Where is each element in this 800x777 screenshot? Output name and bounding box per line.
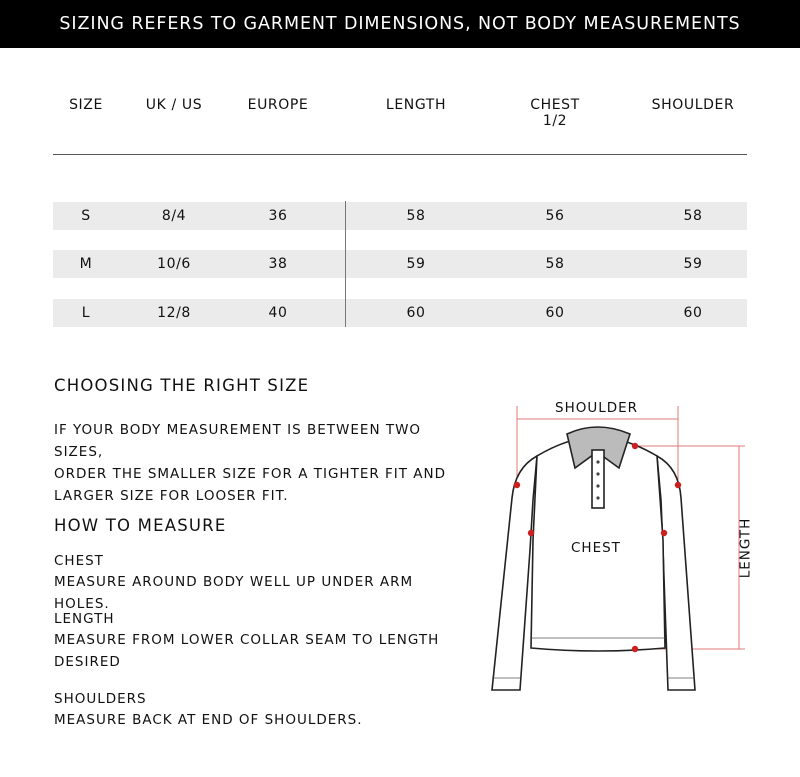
length-label: LENGTH bbox=[54, 611, 115, 627]
shoulders-label: SHOULDERS bbox=[54, 691, 147, 707]
choosing-title: CHOOSING THE RIGHT SIZE bbox=[54, 376, 310, 395]
cell-europe: 38 bbox=[268, 256, 288, 272]
table-row bbox=[53, 250, 747, 278]
chest-line: MEASURE AROUND BODY WELL UP UNDER ARM HOLES. bbox=[54, 574, 414, 612]
col-header-shoulder: SHOULDER bbox=[651, 97, 735, 113]
how-to-title: HOW TO MEASURE bbox=[54, 516, 227, 535]
cell-chest: 56 bbox=[545, 208, 565, 224]
header-divider bbox=[53, 154, 747, 155]
col-header-chest bbox=[515, 97, 595, 129]
choosing-line: LARGER SIZE FOR LOOSER FIT. bbox=[54, 488, 289, 504]
diagram-chest-label: CHEST bbox=[571, 540, 621, 556]
choosing-text bbox=[54, 419, 454, 507]
chest-label: CHEST bbox=[54, 553, 104, 569]
cell-uk-us: 8/4 bbox=[161, 208, 187, 224]
shoulders-text bbox=[54, 709, 454, 731]
cell-uk-us: 10/6 bbox=[157, 256, 191, 272]
cell-shoulder: 58 bbox=[683, 208, 703, 224]
length-text bbox=[54, 629, 454, 673]
cell-size: M bbox=[79, 256, 93, 272]
diagram-length-label: LENGTH bbox=[737, 517, 754, 579]
table-row bbox=[53, 202, 747, 230]
shoulders-line: MEASURE BACK AT END OF SHOULDERS. bbox=[54, 712, 363, 728]
choosing-line: ORDER THE SMALLER SIZE FOR A TIGHTER FIT AND bbox=[54, 466, 447, 482]
cell-length: 58 bbox=[406, 208, 426, 224]
col-header-chest-label: CHEST bbox=[530, 97, 580, 113]
diagram-shoulder-label: SHOULDER bbox=[555, 400, 639, 416]
col-header-europe: EUROPE bbox=[247, 97, 309, 113]
garment-diagram bbox=[475, 390, 775, 710]
cell-size: L bbox=[81, 305, 91, 321]
cell-uk-us: 12/8 bbox=[157, 305, 191, 321]
cell-europe: 36 bbox=[268, 208, 288, 224]
choosing-line: IF YOUR BODY MEASUREMENT IS BETWEEN TWO SIZES, bbox=[54, 422, 422, 460]
cell-chest: 60 bbox=[545, 305, 565, 321]
cell-length: 60 bbox=[406, 305, 426, 321]
cell-shoulder: 60 bbox=[683, 305, 703, 321]
length-line: DESIRED bbox=[54, 654, 121, 670]
cell-length: 59 bbox=[406, 256, 426, 272]
col-header-size: SIZE bbox=[69, 97, 103, 113]
cell-shoulder: 59 bbox=[683, 256, 703, 272]
length-line: MEASURE FROM LOWER COLLAR SEAM TO LENGTH bbox=[54, 632, 440, 648]
header-banner: SIZING REFERS TO GARMENT DIMENSIONS, NOT BODY MEASUREMENTS bbox=[0, 0, 800, 48]
garment-outline bbox=[492, 427, 695, 690]
chest-text bbox=[54, 571, 454, 615]
col-header-length: LENGTH bbox=[385, 97, 447, 113]
table-row bbox=[53, 299, 747, 327]
cell-chest: 58 bbox=[545, 256, 565, 272]
polo-sweater-illustration bbox=[475, 390, 775, 710]
cell-size: S bbox=[81, 208, 91, 224]
column-divider bbox=[345, 201, 346, 327]
col-header-chest-sub: 1/2 bbox=[542, 113, 568, 129]
cell-europe: 40 bbox=[268, 305, 288, 321]
col-header-uk-us: UK / US bbox=[145, 97, 203, 113]
